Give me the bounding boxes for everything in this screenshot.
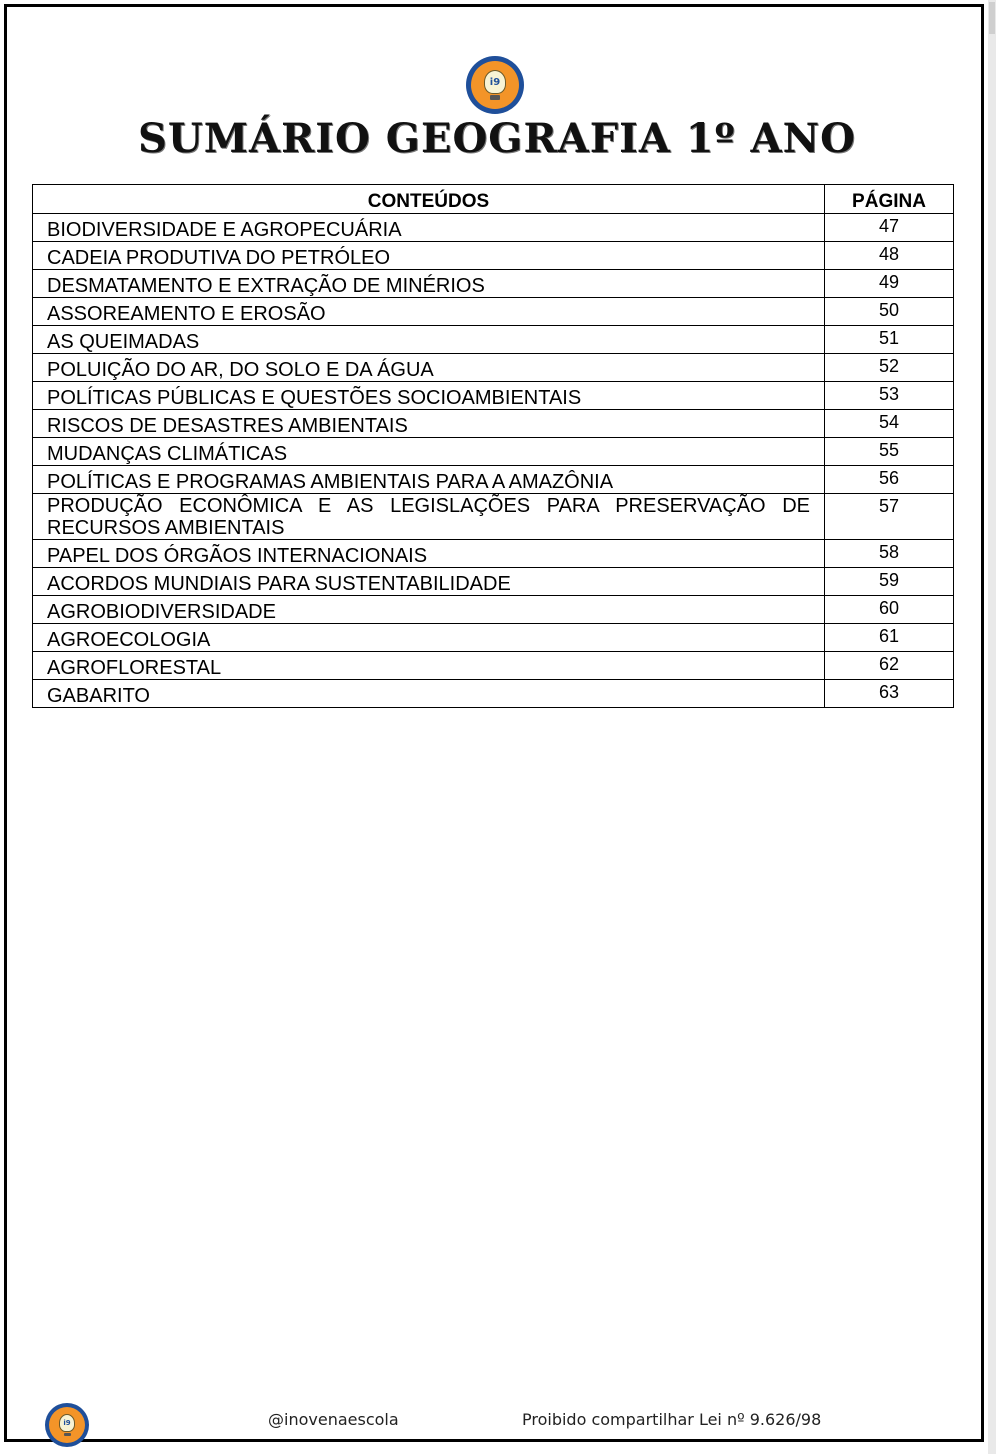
row-page-number: 53 [825, 382, 954, 410]
scrollbar[interactable] [988, 0, 996, 1454]
table-row [33, 540, 954, 568]
row-content: POLUIÇÃO DO AR, DO SOLO E DA ÁGUA [33, 354, 825, 382]
row-page-number: 49 [825, 270, 954, 298]
footer-legal-notice: Proibido compartilhar Lei nº 9.626/98 [522, 1410, 822, 1429]
row-page-number: 56 [825, 466, 954, 494]
lightbulb-icon: i9 [484, 70, 506, 94]
row-content: GABARITO [33, 680, 825, 708]
row-content: AS QUEIMADAS [33, 326, 825, 354]
row-page-number: 48 [825, 242, 954, 270]
table-row [33, 494, 954, 540]
row-content: RISCOS DE DESASTRES AMBIENTAIS [33, 410, 825, 438]
row-content: AGROFLORESTAL [33, 652, 825, 680]
row-page-number: 54 [825, 410, 954, 438]
row-content: POLÍTICAS PÚBLICAS E QUESTÕES SOCIOAMBIENTAIS [33, 382, 825, 410]
row-content: CADEIA PRODUTIVA DO PETRÓLEO [33, 242, 825, 270]
row-page-number: 51 [825, 326, 954, 354]
row-page-number: 61 [825, 624, 954, 652]
header-contents: CONTEÚDOS [33, 185, 825, 214]
table-row [33, 214, 954, 242]
row-page-number: 52 [825, 354, 954, 382]
table-row [33, 354, 954, 382]
row-page-number: 59 [825, 568, 954, 596]
row-page-number: 62 [825, 652, 954, 680]
row-content: MUDANÇAS CLIMÁTICAS [33, 438, 825, 466]
row-content: BIODIVERSIDADE E AGROPECUÁRIA [33, 214, 825, 242]
row-page-number: 60 [825, 596, 954, 624]
table-row [33, 596, 954, 624]
row-content: DESMATAMENTO E EXTRAÇÃO DE MINÉRIOS [33, 270, 825, 298]
footer-handle: @inovenaescola [268, 1410, 399, 1429]
table-row [33, 242, 954, 270]
row-content: POLÍTICAS E PROGRAMAS AMBIENTAIS PARA A AMAZÔNIA [33, 466, 825, 494]
table-row [33, 438, 954, 466]
school-logo-icon [466, 56, 524, 114]
header-page: PÁGINA [825, 185, 954, 214]
row-content: AGROBIODIVERSIDADE [33, 596, 825, 624]
row-page-number: 58 [825, 540, 954, 568]
table-row [33, 624, 954, 652]
footer-logo-icon [45, 1403, 89, 1447]
table-row [33, 382, 954, 410]
row-page-number: 55 [825, 438, 954, 466]
row-content: AGROECOLOGIA [33, 624, 825, 652]
row-content: PRODUÇÃO ECONÔMICA E AS LEGISLAÇÕES PARA PRESERVAÇÃO DE RECURSOS AMBIENTAIS [33, 494, 825, 540]
lightbulb-icon: i9 [59, 1414, 75, 1432]
document-page [4, 4, 984, 1442]
row-content: ACORDOS MUNDIAIS PARA SUSTENTABILIDADE [33, 568, 825, 596]
table-row [33, 270, 954, 298]
row-page-number: 50 [825, 298, 954, 326]
table-row [33, 466, 954, 494]
row-content: ASSOREAMENTO E EROSÃO [33, 298, 825, 326]
row-page-number: 57 [825, 494, 954, 540]
row-page-number: 47 [825, 214, 954, 242]
table-row [33, 326, 954, 354]
table-row [33, 652, 954, 680]
table-row [33, 298, 954, 326]
contents-table [32, 184, 954, 708]
table-header-row [33, 185, 954, 214]
page-title: SUMÁRIO GEOGRAFIA 1º ANO [137, 115, 856, 162]
table-row [33, 680, 954, 708]
row-content: PAPEL DOS ÓRGÃOS INTERNACIONAIS [33, 540, 825, 568]
table-row [33, 410, 954, 438]
table-row [33, 568, 954, 596]
row-page-number: 63 [825, 680, 954, 708]
